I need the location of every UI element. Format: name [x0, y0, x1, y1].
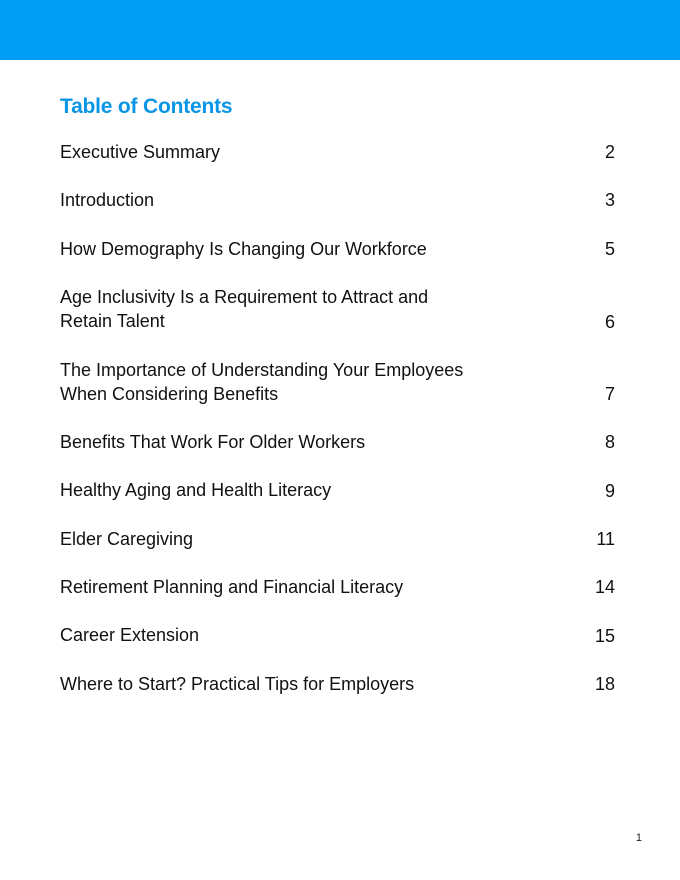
toc-entry-page: 6 [604, 312, 615, 332]
toc-entry-page: 5 [604, 239, 615, 259]
toc-entry-title: How Demography Is Changing Our Workforce [60, 239, 427, 259]
toc-entry-title: Introduction [60, 190, 155, 210]
toc-entry-title: Elder Caregiving [60, 529, 194, 549]
toc-entry-title: Career Extension [60, 625, 200, 645]
toc-entry-title: Where to Start? Practical Tips for Employers [60, 674, 415, 694]
toc-entry-page: 18 [594, 674, 615, 694]
toc-entry-title: The Importance of Understanding Your Employees When Considering Benefits [60, 360, 464, 404]
toc-entry[interactable] [60, 430, 615, 454]
toc-entry[interactable] [60, 358, 615, 406]
toc-entry-page: 8 [604, 432, 615, 452]
page-number: 1 [635, 832, 642, 844]
toc-title: Table of Contents [60, 95, 233, 118]
toc-entry[interactable] [60, 672, 615, 696]
toc-entry[interactable] [60, 188, 615, 212]
toc-entry[interactable] [60, 285, 615, 333]
toc-entry-page: 7 [604, 384, 615, 404]
toc-entry-title: Healthy Aging and Health Literacy [60, 480, 332, 500]
toc-entry[interactable] [60, 140, 615, 164]
toc-entry[interactable] [60, 527, 615, 551]
toc-entry-page: 11 [596, 529, 615, 549]
toc-entry-page: 3 [604, 190, 615, 210]
toc-entry[interactable] [60, 478, 615, 502]
toc-entry-title: Age Inclusivity Is a Requirement to Attract and Retain Talent [60, 287, 429, 331]
toc-entry-page: 9 [604, 481, 615, 501]
toc-entry[interactable] [60, 237, 615, 261]
toc-entry[interactable] [60, 575, 615, 599]
toc-entry-page: 2 [604, 142, 615, 162]
toc-entry-title: Benefits That Work For Older Workers [60, 432, 366, 452]
toc-entry-title: Retirement Planning and Financial Literacy [60, 577, 404, 597]
toc-entry-page: 14 [594, 577, 615, 597]
toc-entry-title: Executive Summary [60, 142, 221, 162]
header-band [0, 0, 680, 60]
toc-entry-page: 15 [594, 626, 615, 646]
toc-entry[interactable] [60, 623, 615, 647]
